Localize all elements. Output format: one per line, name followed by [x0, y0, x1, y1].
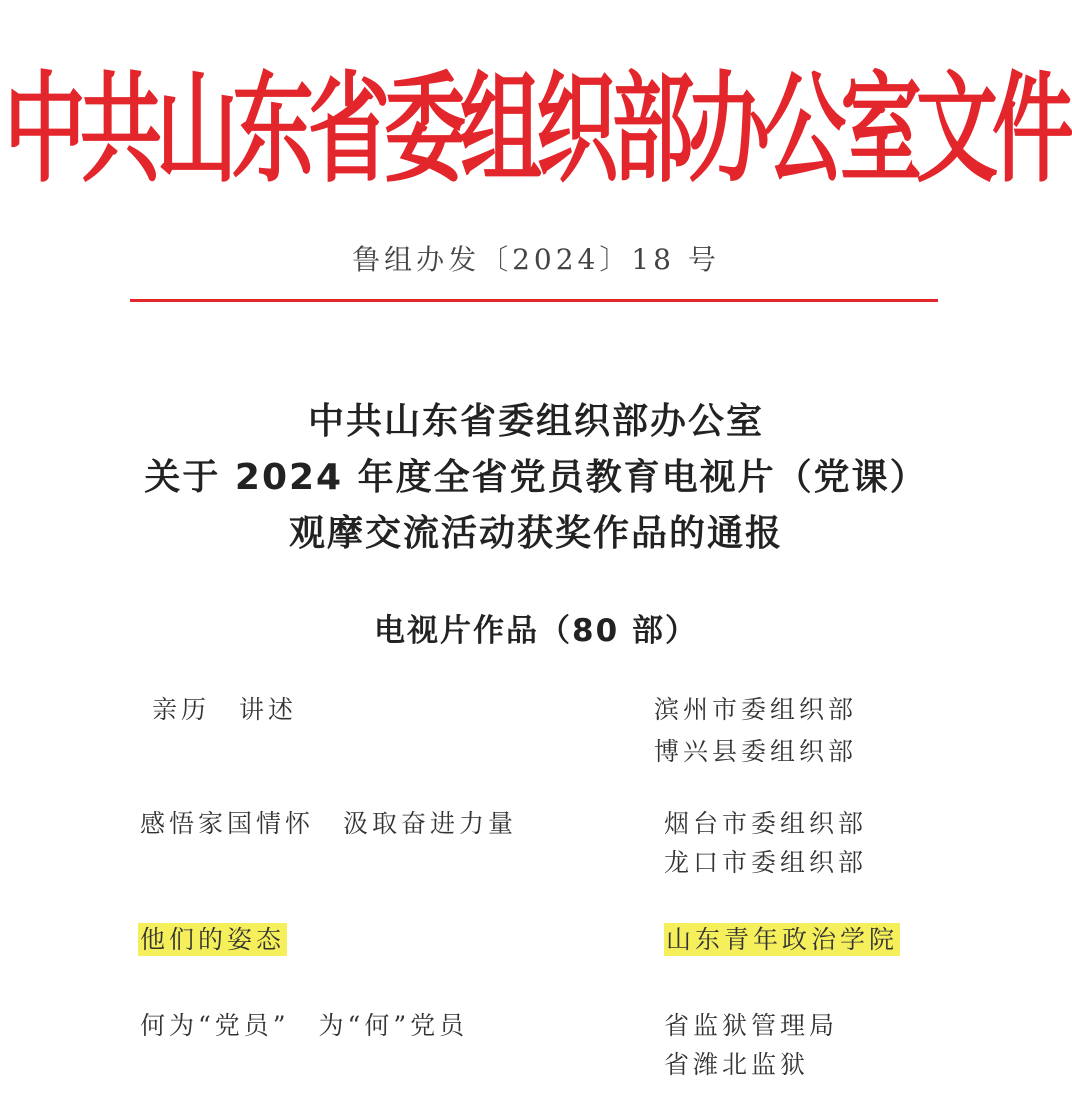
notice-title-line-3: 观摩交流活动获奖作品的通报	[288, 513, 783, 554]
entry-organization: 滨州市委组织部	[654, 695, 858, 724]
document-number: 鲁组办发〔2024〕18 号	[352, 243, 720, 276]
entry-work-title: 感悟家国情怀 汲取奋进力量	[140, 809, 518, 838]
section-heading: 电视片作品（80 部）	[374, 613, 698, 649]
masthead-title: 中共山东省委组织部办公室文件	[3, 61, 1068, 199]
entry-organization-highlighted	[664, 920, 900, 956]
highlight-mark: 他们的姿态	[140, 925, 286, 954]
red-divider-line	[130, 299, 938, 302]
notice-title-line-1: 中共山东省委组织部办公室	[307, 401, 764, 442]
notice-title-line-2: 关于 2024 年度全省党员教育电视片（党课）	[144, 457, 928, 498]
entry-organization: 省监狱管理局	[664, 1011, 839, 1040]
entry-work-title: 何为“党员” 为“何”党员	[140, 1011, 469, 1040]
entry-organization: 省潍北监狱	[664, 1050, 810, 1079]
highlight-mark: 山东青年政治学院	[666, 925, 899, 954]
entry-organization: 龙口市委组织部	[664, 848, 868, 877]
entry-organization: 博兴县委组织部	[654, 737, 858, 766]
entry-work-title: 亲历 讲述	[152, 695, 298, 724]
entry-organization: 烟台市委组织部	[664, 809, 868, 838]
entry-work-title-highlighted	[138, 920, 287, 956]
